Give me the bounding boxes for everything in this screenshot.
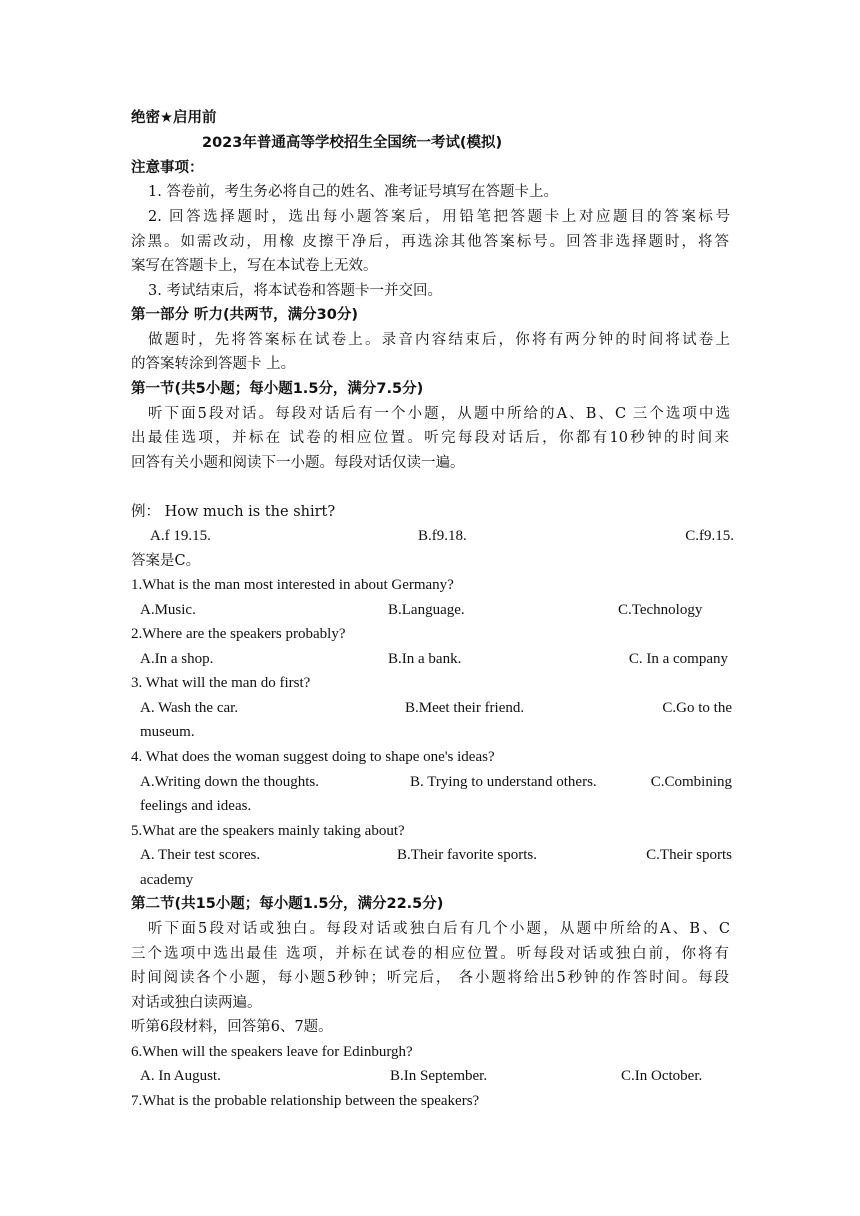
question-3-option-continuation: museum. [140, 724, 195, 740]
notice-item: 2. 回答选择题时，选出每小题答案后，用铅笔把答题卡上对应题目的答案标号 [148, 209, 730, 225]
option-c: C.f9.15. [685, 528, 734, 544]
section1-heading: 第一节(共5小题；每小题1.5分，满分7.5分) [131, 381, 424, 397]
exam-title: 2023年普通高等学校招生全国统一考试(模拟) [202, 135, 503, 151]
part1-intro: 的答案转涂到答题卡 上。 [131, 356, 296, 372]
question-4: 4. What does the woman suggest doing to shape one's ideas? [131, 749, 495, 765]
section1-intro: 出最佳选项，并标在 试卷的相应位置。听完每段对话后，你都有10秒钟的时间来 [131, 430, 729, 446]
notice-item: 涂黑。如需改动，用橡 皮擦干净后，再选涂其他答案标号。回答非选择题时，将答 [131, 234, 729, 250]
notice-item: 3. 考试结束后，将本试卷和答题卡一并交回。 [148, 283, 442, 299]
option-c: C.In October. [621, 1068, 703, 1084]
part1-heading: 第一部分 听力(共两节，满分30分) [131, 307, 358, 323]
option-a: A. In August. [140, 1068, 221, 1084]
question-2: 2.Where are the speakers probably? [131, 626, 346, 642]
section1-intro: 回答有关小题和阅读下一小题。每段对话仅读一遍。 [131, 455, 465, 471]
question-5: 5.What are the speakers mainly taking about? [131, 823, 405, 839]
example-question: 例： How much is the shirt? [131, 504, 336, 520]
option-a: A. Wash the car. [140, 700, 239, 716]
option-c: C.Their sports [646, 847, 732, 863]
section1-intro: 听下面5段对话。每段对话后有一个小题，从题中所给的A、B、C 三个选项中选 [148, 406, 730, 422]
option-b: B.Their favorite sports. [397, 847, 537, 863]
notice-heading: 注意事项： [131, 160, 204, 176]
notice-item: 1. 答卷前，考生务必将自己的姓名、准考证号填写在答题卡上。 [148, 184, 558, 200]
option-b: B. Trying to understand others. [410, 774, 597, 790]
notice-item: 案写在答题卡上，写在本试卷上无效。 [131, 258, 378, 274]
section2-heading: 第二节(共15小题；每小题1.5分，满分22.5分) [131, 896, 444, 912]
example-answer: 答案是C。 [131, 553, 201, 569]
option-b: B.Language. [388, 602, 465, 618]
option-c: C.Go to the [662, 700, 732, 716]
section2-intro: 听下面5段对话或独白。每段对话或独白后有几个小题，从题中所给的A、B、C [148, 921, 730, 937]
option-b: B.In a bank. [388, 651, 462, 667]
option-a: A.Writing down the thoughts. [140, 774, 319, 790]
question-7: 7.What is the probable relationship between the speakers? [131, 1093, 480, 1109]
option-a: A. Their test scores. [140, 847, 261, 863]
option-c: C. In a company [628, 651, 728, 667]
section2-intro: 时间阅读各个小题，每小题5秒钟；听完后， 各小题将给出5秒钟的作答时间。每段 [131, 970, 729, 986]
option-b: B.Meet their friend. [405, 700, 525, 716]
option-a: A.f 19.15. [150, 528, 211, 544]
section2-intro: 三个选项中选出最佳 选项，并标在试卷的相应位置。听每段对话或独白前，你将有 [131, 946, 729, 962]
option-c: C.Technology [618, 602, 703, 618]
part1-intro: 做题时，先将答案标在试卷上。录音内容结束后，你将有两分钟的时间将试卷上 [148, 332, 730, 348]
option-b: B.f9.18. [418, 528, 467, 544]
question-6: 6.When will the speakers leave for Edinburgh? [131, 1044, 413, 1060]
secret-mark: 绝密★启用前 [131, 110, 217, 126]
question-4-option-continuation: feelings and ideas. [140, 798, 252, 814]
section2-intro: 对话或独白读两遍。 [131, 995, 262, 1011]
question-5-option-continuation: academy [140, 872, 194, 888]
question-1: 1.What is the man most interested in about Germany? [131, 577, 454, 593]
option-b: B.In September. [390, 1068, 488, 1084]
question-3: 3. What will the man do first? [131, 675, 311, 691]
option-a: A.Music. [140, 602, 196, 618]
option-c: C.Combining [650, 774, 732, 790]
option-a: A.In a shop. [140, 651, 214, 667]
material-instruction: 听第6段材料，回答第6、7题。 [131, 1019, 333, 1035]
